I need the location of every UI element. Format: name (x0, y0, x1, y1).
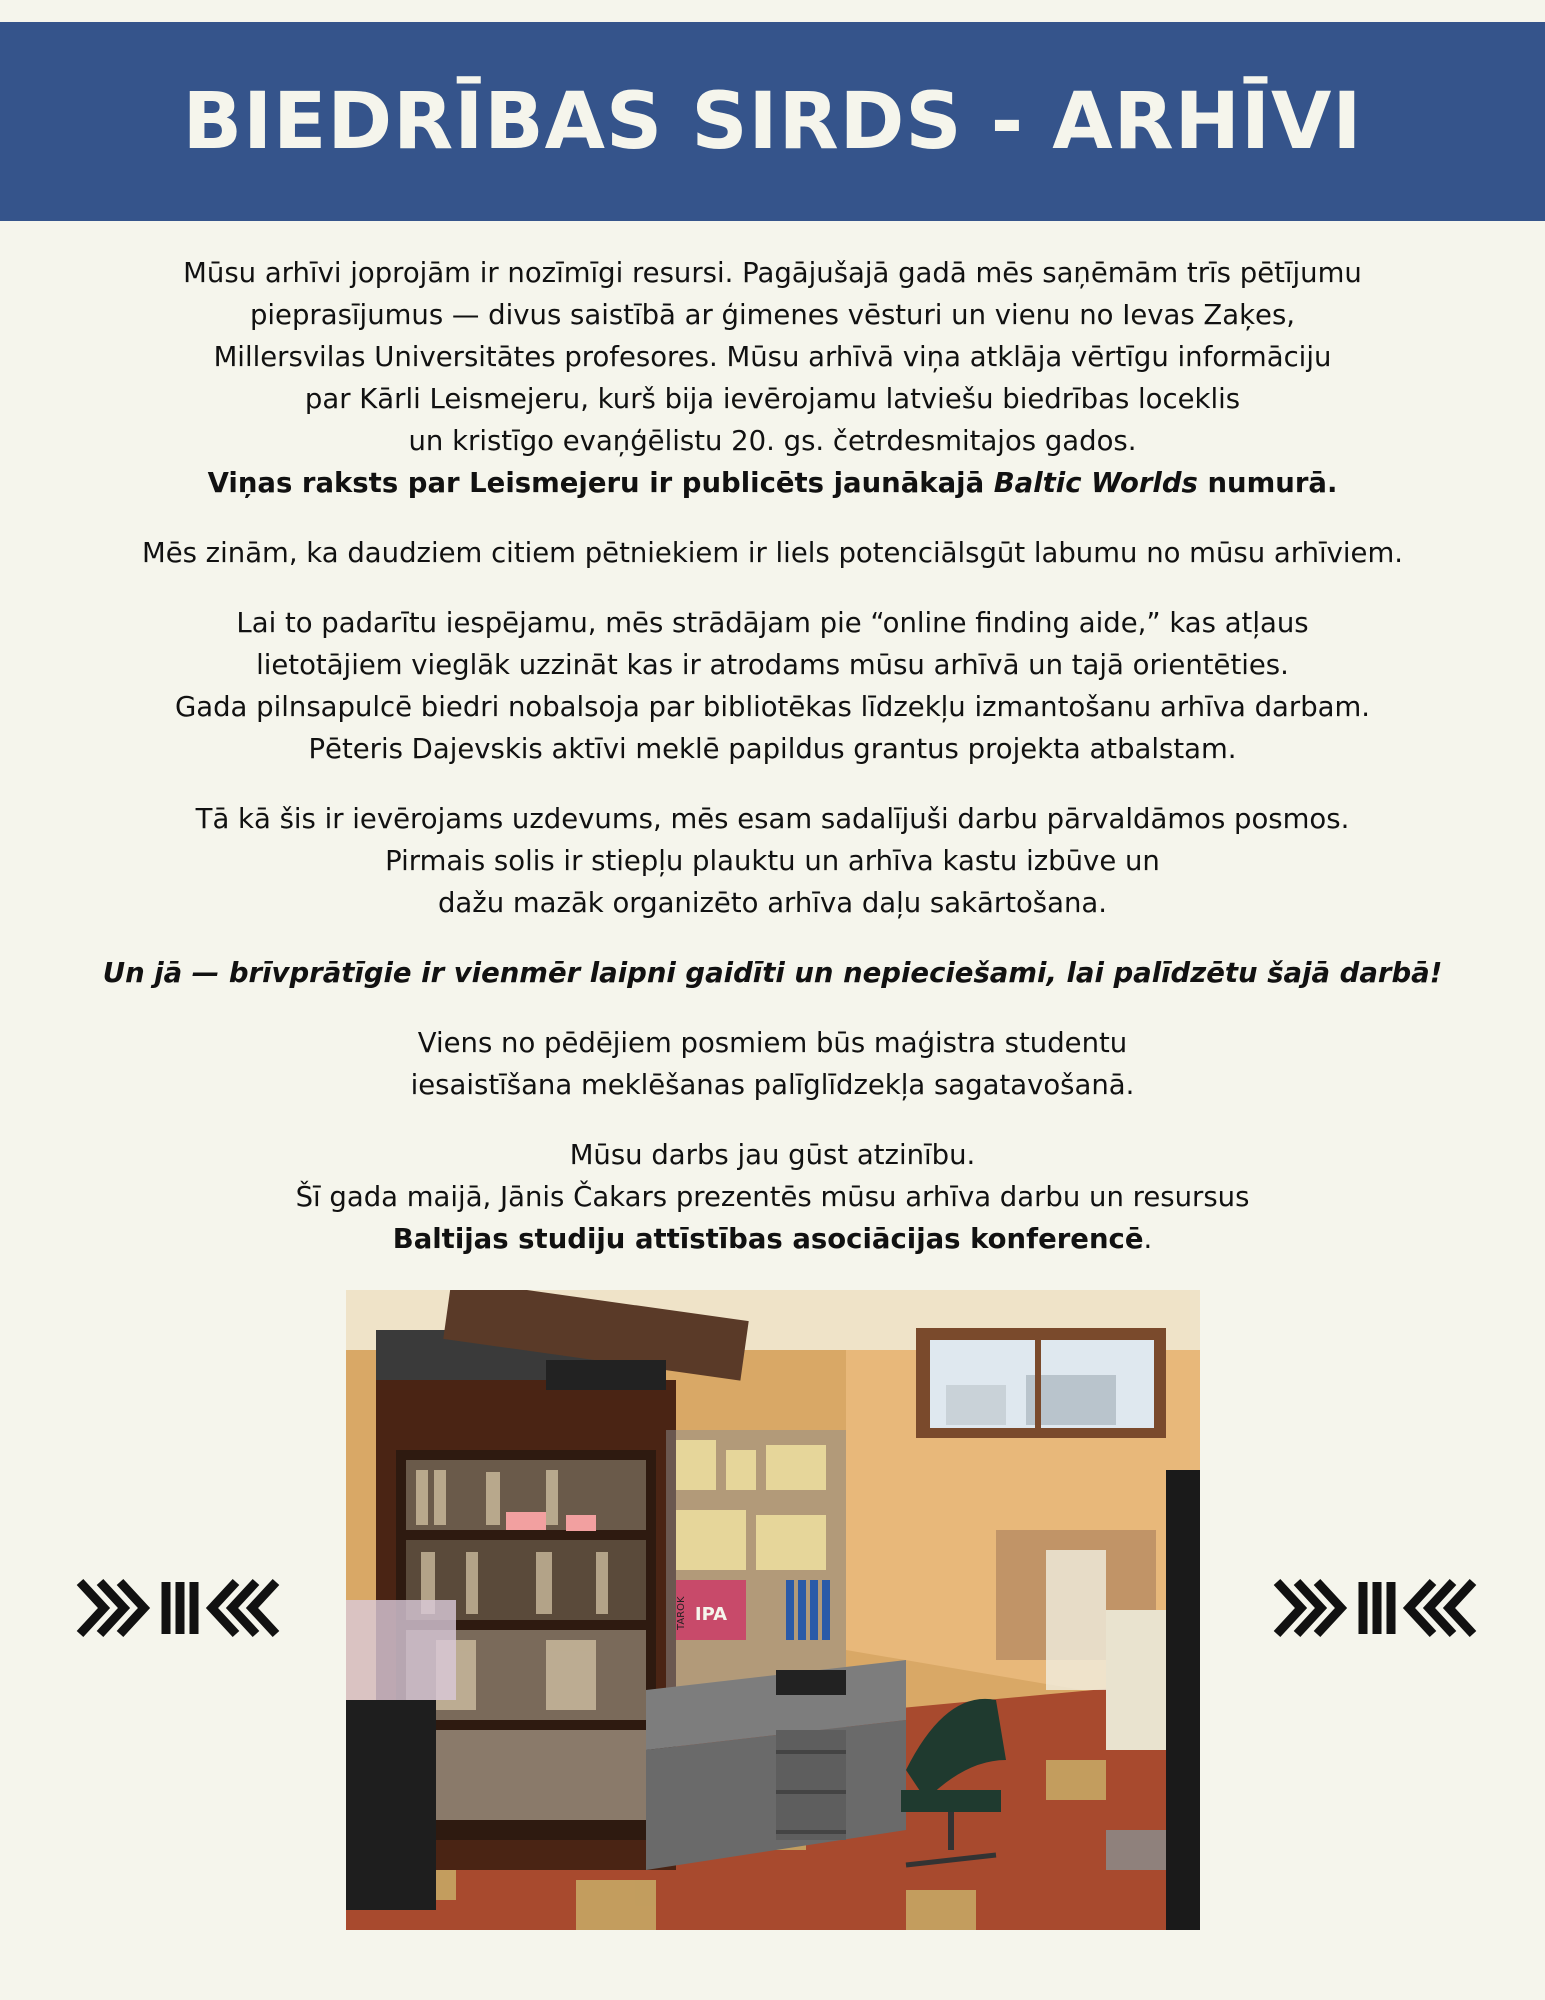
paragraph-volunteers (60, 952, 1485, 994)
publication-note (60, 462, 1485, 504)
text-line: Tā kā šis ir ievērojams uzdevums, mēs esam sadalījuši darbu pārvaldāmos posmos. (195, 803, 1350, 835)
chevron-bars-ornament-icon (76, 1576, 281, 1640)
text-line: Millersvilas Universitātes profesores. Mūsu arhīvā viņa atklāja vērtīgu informāciju (213, 341, 1332, 373)
text-line: Pēteris Dajevskis aktīvi meklē papildus grantus projekta atbalstam. (308, 733, 1237, 765)
chevron-bars-ornament-icon (1273, 1576, 1478, 1640)
title-banner (0, 22, 1545, 221)
text-line: dažu mazāk organizēto arhīva daļu sakārtošana. (437, 887, 1108, 919)
text-line: Mēs zinām, ka daudziem citiem pētniekiem ir liels potenciālsgūt labumu no mūsu arhīviem. (141, 537, 1404, 569)
text-line: Gada pilnsapulcē biedri nobalsoja par bibliotēkas līdzekļu izmantošanu arhīva darbam. (174, 691, 1371, 723)
publication-note-start: Viņas raksts par Leismejeru ir publicēts jaunākajā (207, 467, 994, 499)
archive-room-photo (346, 1290, 1200, 1930)
text-line: lietotājiem vieglāk uzzināt kas ir atrodams mūsu arhīvā un tajā orientēties. (256, 649, 1289, 681)
journal-name: Baltic Worlds (993, 467, 1198, 499)
archive-room-illustration (346, 1290, 1200, 1930)
paragraph-students (60, 1022, 1485, 1106)
text-line: Šī gada maijā, Jānis Čakars prezentēs mūsu arhīva darbu un resursus (295, 1181, 1250, 1213)
paragraph-researchers (60, 532, 1485, 574)
paragraph-research-requests (60, 252, 1485, 504)
article-body (60, 252, 1485, 1288)
text-line: Lai to padarītu iespējamu, mēs strādājam pie “online finding aide,” kas atļaus (236, 607, 1309, 639)
box-side-label: TAROK (676, 1596, 687, 1630)
conference-trail: . (1143, 1223, 1153, 1255)
paragraph-finding-aid (60, 602, 1485, 770)
conference-name: Baltijas studiju attīstības asociācijas konferencē (392, 1223, 1144, 1255)
text-line: Viens no pēdējiem posmiem būs maģistra studentu (417, 1027, 1128, 1059)
paragraph-stages (60, 798, 1485, 924)
box-label: IPA (694, 1604, 728, 1625)
publication-note-end: numurā. (1197, 467, 1338, 499)
text-line: un kristīgo evaņģēlistu 20. gs. četrdesmitajos gados. (408, 425, 1137, 457)
volunteer-callout: Un jā — brīvprātīgie ir vienmēr laipni gaidīti un nepieciešami, lai palīdzētu šajā darbā! (102, 957, 1443, 989)
paragraph-recognition (60, 1134, 1485, 1260)
page-title: BIEDRĪBAS SIRDS - ARHĪVI (182, 76, 1363, 167)
text-line: Pirmais solis ir stiepļu plauktu un arhīva kastu izbūve un (385, 845, 1160, 877)
conference-line (60, 1218, 1485, 1260)
text-line: Mūsu arhīvi joprojām ir nozīmīgi resursi. Pagājušajā gadā mēs saņēmām trīs pētījumu (183, 257, 1362, 289)
text-line: pieprasījumus — divus saistībā ar ģimenes vēsturi un vienu no Ievas Zaķes, (249, 299, 1296, 331)
text-line: par Kārli Leismejeru, kurš bija ievērojamu latviešu biedrības loceklis (304, 383, 1241, 415)
text-line: Mūsu darbs jau gūst atzinību. (569, 1139, 976, 1171)
text-line: iesaistīšana meklēšanas palīglīdzekļa sagatavošanā. (410, 1069, 1135, 1101)
